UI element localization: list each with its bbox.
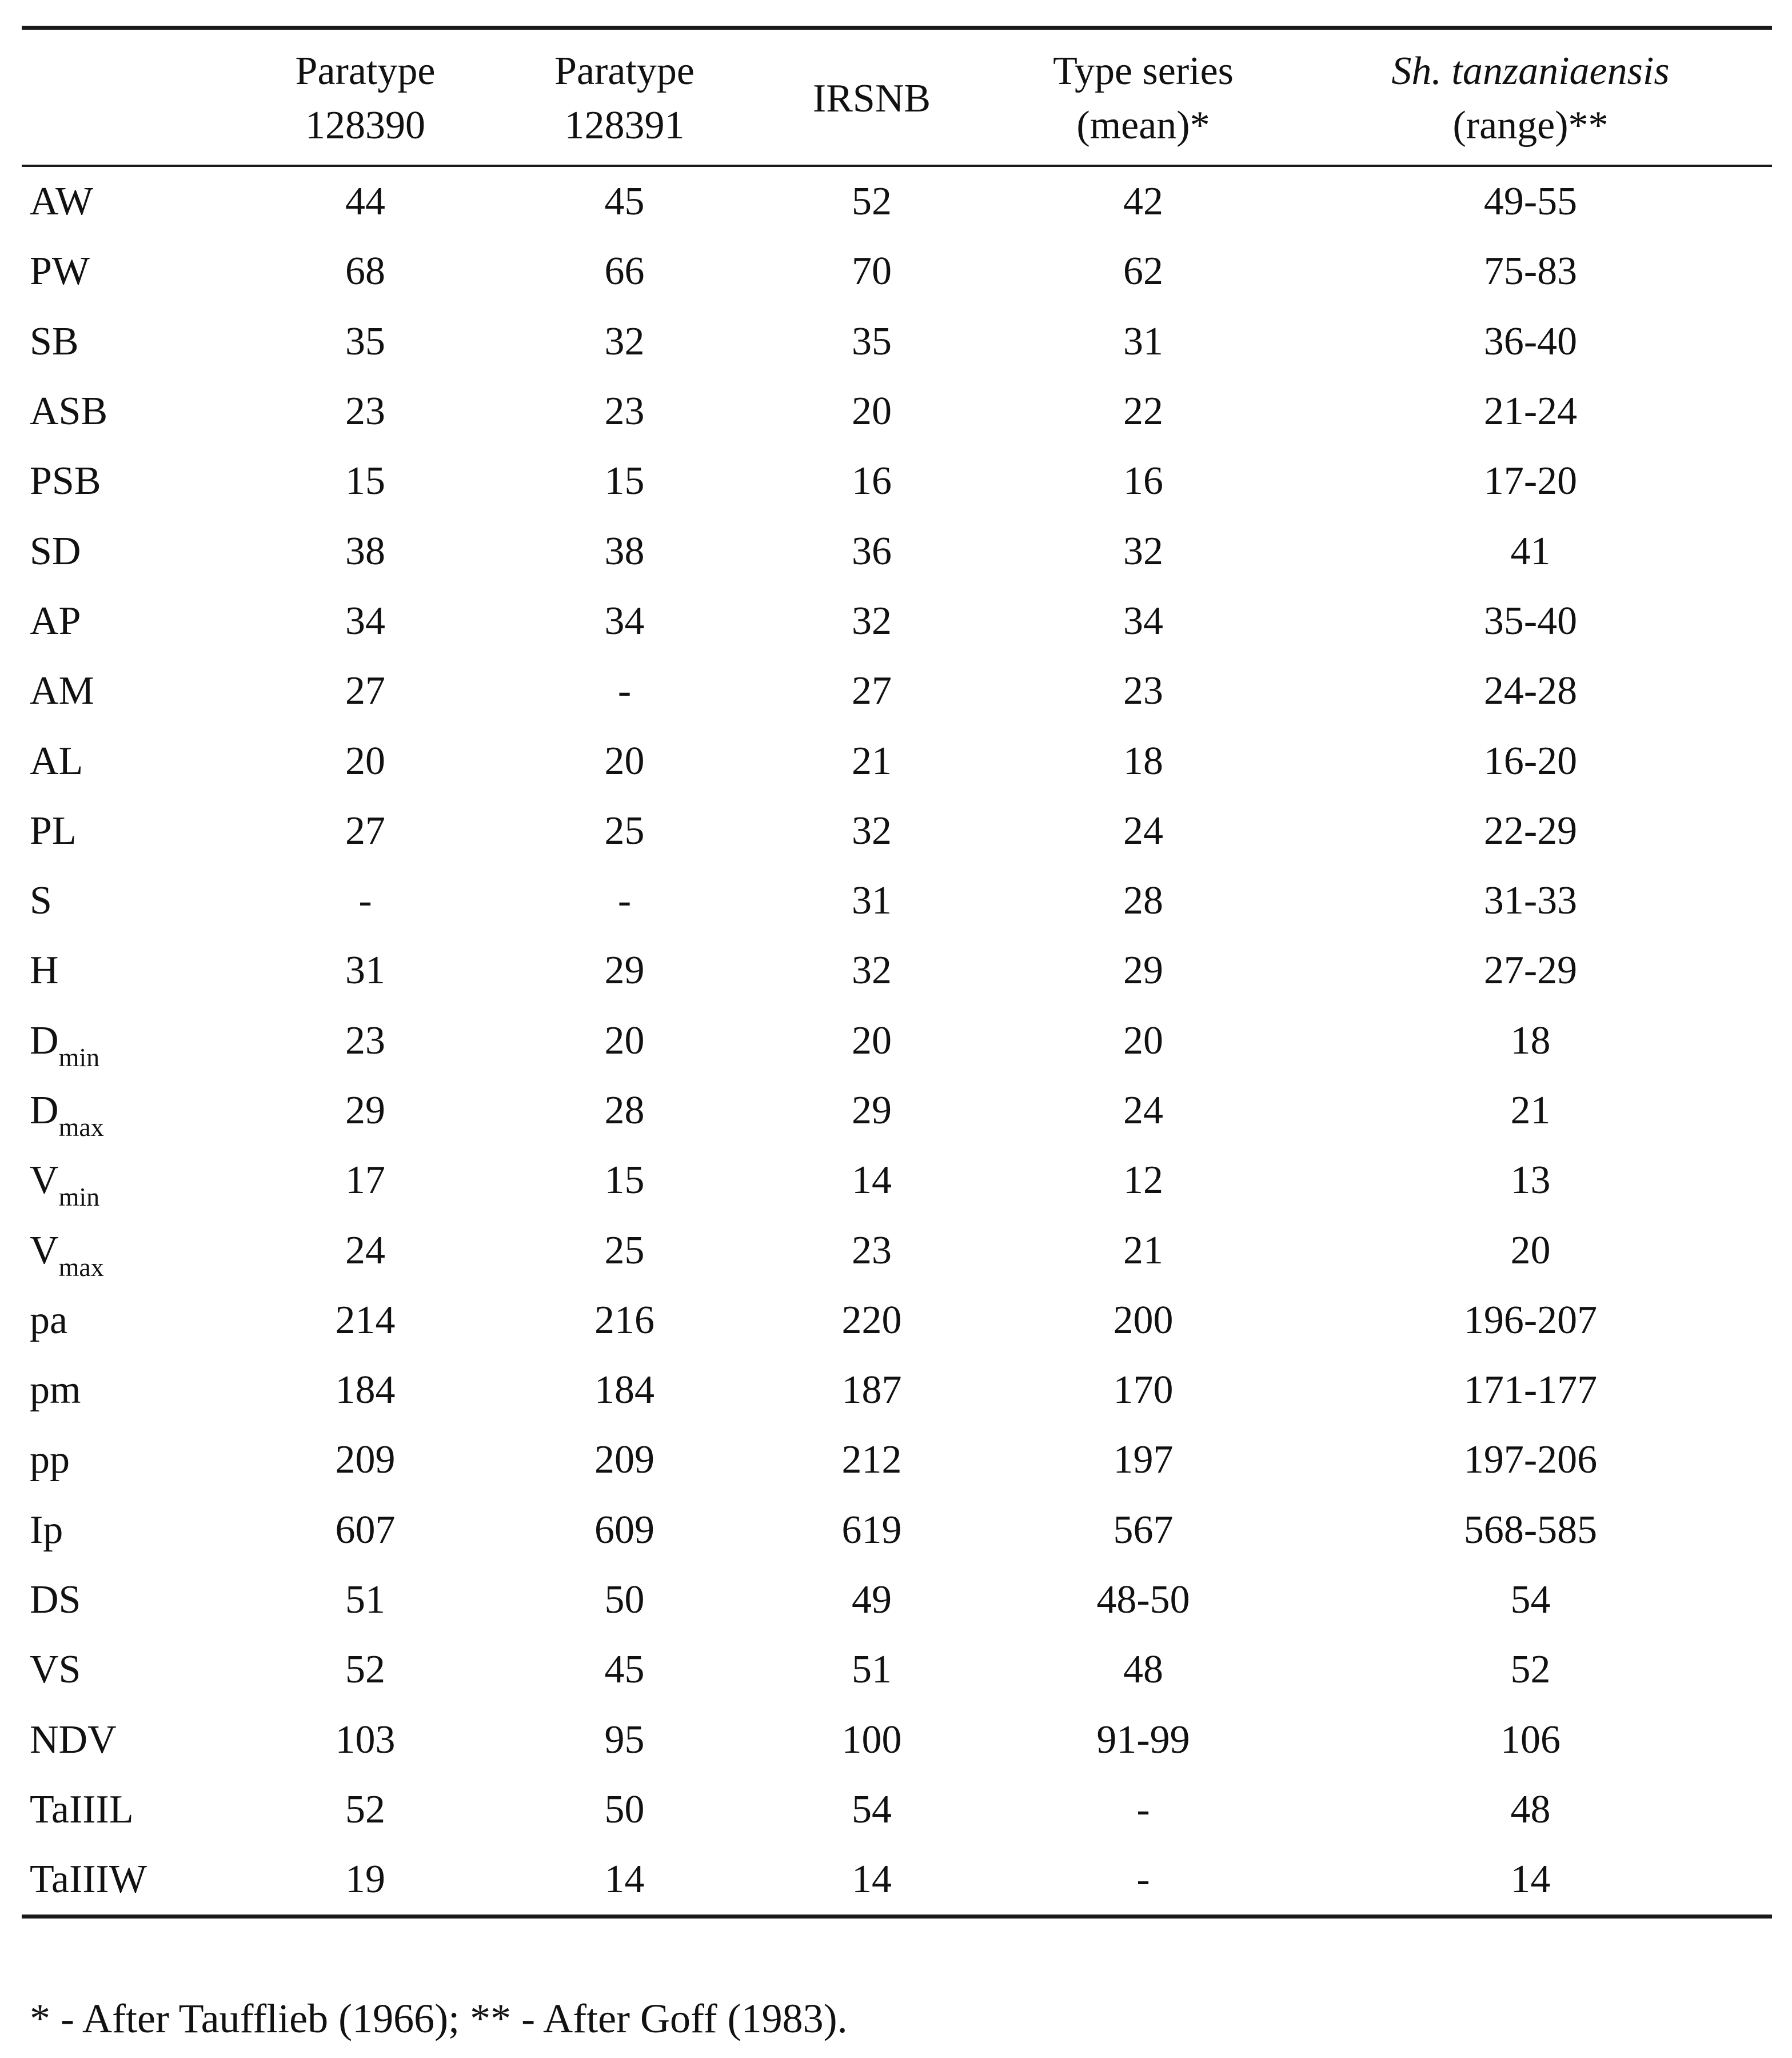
- table-cell: 52: [1510, 1648, 1551, 1692]
- table-cell: -: [617, 669, 632, 713]
- table-cell: 609: [594, 1507, 654, 1552]
- table-cell: 27-29: [1483, 948, 1578, 993]
- table-cell: 32: [604, 319, 645, 364]
- row-label-text: S: [30, 879, 52, 923]
- row-label-text: AL: [30, 739, 83, 783]
- table-cell: 29: [852, 1088, 892, 1132]
- table-cell: 24: [345, 1228, 385, 1273]
- table-cell: 184: [594, 1368, 654, 1413]
- table-cell: 35: [345, 319, 385, 364]
- table-cell: 70: [852, 249, 892, 294]
- header-line2: 128391: [564, 103, 685, 147]
- table-cell: 14: [1510, 1857, 1551, 1902]
- table-cell: 32: [1123, 529, 1163, 573]
- table-cell: 184: [335, 1368, 396, 1413]
- header-line1: IRSNB: [812, 76, 931, 121]
- table-row: [22, 1845, 1772, 1915]
- table-cell: 21-24: [1483, 389, 1578, 434]
- row-label-text: TaIIIW: [30, 1857, 147, 1902]
- table-cell: 23: [345, 389, 385, 434]
- header-line1: Paratype: [295, 49, 436, 93]
- table-cell: 27: [345, 669, 385, 713]
- table-cell: 32: [852, 948, 892, 993]
- table-cell: 14: [852, 1857, 892, 1902]
- table-cell: 31: [1123, 319, 1163, 364]
- table-cell: 15: [345, 459, 385, 504]
- table-cell: 49: [852, 1578, 892, 1622]
- table-cell: 25: [604, 808, 645, 853]
- table-row: [22, 1355, 1772, 1425]
- row-label: [22, 1228, 228, 1282]
- table-cell: -: [1136, 1857, 1150, 1902]
- row-label-text: TaIIIL: [30, 1787, 134, 1832]
- table-cell: 171-177: [1463, 1368, 1598, 1413]
- row-label-text: D: [30, 1018, 59, 1063]
- table-cell: 16: [852, 459, 892, 504]
- table-cell: 42: [1123, 180, 1163, 224]
- table-cell: 13: [1510, 1158, 1551, 1203]
- table-cell: 12: [1123, 1158, 1163, 1203]
- table-cell: 29: [604, 948, 645, 993]
- row-label-text: pm: [30, 1368, 81, 1413]
- table-row: [22, 866, 1772, 936]
- table-cell: 52: [852, 180, 892, 224]
- table-row: [22, 656, 1772, 726]
- header-row: [22, 30, 1772, 165]
- table-cell: 48: [1510, 1787, 1551, 1832]
- row-label: [22, 1440, 228, 1480]
- header-line2: 128390: [305, 103, 425, 147]
- table-cell: 103: [335, 1717, 396, 1762]
- table-row: [22, 796, 1772, 866]
- header-cell-irsnb: [746, 69, 997, 126]
- row-label-text: ASB: [30, 389, 108, 434]
- table-cell: 38: [604, 529, 645, 573]
- row-label: [22, 1018, 228, 1072]
- row-label: [22, 948, 228, 993]
- table-cell: 36-40: [1483, 319, 1578, 364]
- table-row: [22, 936, 1772, 1006]
- table-cell: 21: [1510, 1088, 1551, 1132]
- table-cell: 19: [345, 1857, 385, 1902]
- table-cell: 27: [345, 808, 385, 853]
- table-cell: 50: [604, 1578, 645, 1622]
- table-cell: 52: [345, 1648, 385, 1692]
- table-row: [22, 377, 1772, 446]
- table-cell: 14: [604, 1857, 645, 1902]
- table-cell: 20: [604, 739, 645, 783]
- row-label-text: H: [30, 948, 59, 993]
- table-cell: 54: [852, 1787, 892, 1832]
- table-cell: 25: [604, 1228, 645, 1273]
- row-label: [22, 1580, 228, 1620]
- table-cell: 66: [604, 249, 645, 294]
- table-row: [22, 1495, 1772, 1565]
- header-cell-paratype-128390: [228, 42, 503, 153]
- row-label-text: PSB: [30, 459, 101, 504]
- table-cell: 38: [345, 529, 385, 573]
- table-row: [22, 307, 1772, 377]
- table-cell: 209: [594, 1438, 654, 1482]
- row-label: [22, 1158, 228, 1212]
- table-cell: 100: [841, 1717, 902, 1762]
- table-row: [22, 1286, 1772, 1355]
- table-cell: 568-585: [1463, 1507, 1598, 1552]
- table-cell: 216: [594, 1298, 654, 1342]
- table-cell: 17: [345, 1158, 385, 1203]
- table-cell: 45: [604, 1648, 645, 1692]
- table-cell: 22: [1123, 389, 1163, 434]
- table-cell: 27: [852, 669, 892, 713]
- table-cell: 220: [841, 1298, 902, 1342]
- header-line1: Sh. tanzaniaensis: [1391, 49, 1670, 93]
- table-cell: 14: [852, 1158, 892, 1203]
- row-label-text: SD: [30, 529, 81, 573]
- table-cell: 23: [1123, 669, 1163, 713]
- row-label: [22, 459, 228, 504]
- row-label: [22, 1787, 228, 1832]
- table-cell: 31: [852, 879, 892, 923]
- header-cell-paratype-128391: [503, 42, 746, 153]
- header-cell-label: [22, 96, 228, 98]
- table-cell: 29: [345, 1088, 385, 1132]
- table-cell: 50: [604, 1787, 645, 1832]
- table-cell: 54: [1510, 1578, 1551, 1622]
- table-cell: 23: [852, 1228, 892, 1273]
- table-row: [22, 726, 1772, 796]
- table-row: [22, 1076, 1772, 1146]
- row-label-text: PW: [30, 249, 90, 294]
- table-cell: 52: [345, 1787, 385, 1832]
- table-row: [22, 1146, 1772, 1215]
- row-label: [22, 389, 228, 434]
- row-label-subscript: min: [58, 1182, 100, 1212]
- row-label-text: VS: [30, 1648, 81, 1692]
- table-row: [22, 1425, 1772, 1495]
- table-cell: 41: [1510, 529, 1551, 573]
- table-row: [22, 446, 1772, 516]
- table-cell: 48: [1123, 1648, 1163, 1692]
- table-cell: 23: [345, 1018, 385, 1063]
- table-cell: 51: [852, 1648, 892, 1692]
- table-cell: 95: [604, 1717, 645, 1762]
- row-label: [22, 1650, 228, 1690]
- table-cell: 196-207: [1463, 1298, 1598, 1342]
- row-label-text: NDV: [30, 1717, 117, 1762]
- row-label: [22, 601, 228, 641]
- table-row: [22, 237, 1772, 306]
- table-cell: 209: [335, 1438, 396, 1482]
- table-cell: 21: [852, 739, 892, 783]
- table-row: [22, 1565, 1772, 1635]
- table-cell: 29: [1123, 948, 1163, 993]
- table-row: [22, 167, 1772, 237]
- row-label-text: AP: [30, 599, 81, 643]
- table-row: [22, 1215, 1772, 1285]
- table-cell: 35: [852, 319, 892, 364]
- row-label: [22, 1857, 228, 1902]
- table-cell: 49-55: [1483, 180, 1578, 224]
- top-rule: [22, 26, 1772, 30]
- row-label: [22, 319, 228, 364]
- table-cell: 36: [852, 529, 892, 573]
- table-row: [22, 1006, 1772, 1076]
- table-cell: 23: [604, 389, 645, 434]
- table-cell: 28: [604, 1088, 645, 1132]
- table-cell: 20: [852, 389, 892, 434]
- row-label-text: V: [30, 1228, 59, 1273]
- table-cell: 32: [852, 808, 892, 853]
- bottom-rule: [22, 1915, 1772, 1919]
- table-cell: 45: [604, 180, 645, 224]
- table-cell: 200: [1113, 1298, 1174, 1342]
- row-label-subscript: min: [58, 1042, 100, 1072]
- header-line1: Paratype: [554, 49, 695, 93]
- row-label: [22, 182, 228, 222]
- row-label-text: pp: [30, 1438, 70, 1482]
- table-cell: 567: [1113, 1507, 1174, 1552]
- table-row: [22, 587, 1772, 656]
- table-cell: 35-40: [1483, 599, 1578, 643]
- header-line2: (range)**: [1452, 103, 1609, 147]
- table-cell: 20: [1123, 1018, 1163, 1063]
- row-label-subscript: max: [58, 1112, 104, 1142]
- row-label-text: pa: [30, 1298, 68, 1342]
- table-cell: 619: [841, 1507, 902, 1552]
- table-cell: 62: [1123, 249, 1163, 294]
- table-cell: 187: [841, 1368, 902, 1413]
- row-label-text: V: [30, 1158, 59, 1203]
- table-cell: 44: [345, 180, 385, 224]
- table-row: [22, 516, 1772, 586]
- row-label: [22, 1507, 228, 1552]
- table-cell: 16-20: [1483, 739, 1578, 783]
- row-label: [22, 1368, 228, 1413]
- table-cell: 32: [852, 599, 892, 643]
- table-cell: 31: [345, 948, 385, 993]
- table-cell: 18: [1510, 1018, 1551, 1063]
- table-row: [22, 1635, 1772, 1705]
- row-label: [22, 529, 228, 573]
- table-cell: 75-83: [1483, 249, 1578, 294]
- table-cell: 24-28: [1483, 669, 1578, 713]
- table-row: [22, 1705, 1772, 1775]
- row-label: [22, 1298, 228, 1342]
- table-cell: 21: [1123, 1228, 1163, 1273]
- table-body: [22, 167, 1772, 1915]
- table-cell: 170: [1113, 1368, 1174, 1413]
- table-cell: -: [358, 879, 372, 923]
- table-cell: 17-20: [1483, 459, 1578, 504]
- table-cell: 91-99: [1096, 1717, 1190, 1762]
- table-cell: 20: [852, 1018, 892, 1063]
- row-label-text: D: [30, 1088, 59, 1132]
- table-row: [22, 1775, 1772, 1845]
- footnote: * - After Taufflieb (1966); ** - After Goff (1983).: [30, 1996, 848, 2041]
- row-label: [22, 808, 228, 853]
- table-cell: 20: [604, 1018, 645, 1063]
- header-cell-type-series: [997, 42, 1289, 153]
- table-cell: 24: [1123, 1088, 1163, 1132]
- table-cell: -: [1136, 1787, 1150, 1832]
- table-cell: 197-206: [1463, 1438, 1598, 1482]
- header-line2: (mean)*: [1076, 103, 1210, 147]
- row-label: [22, 671, 228, 711]
- table-cell: 106: [1500, 1717, 1560, 1762]
- table-cell: 31-33: [1483, 879, 1578, 923]
- row-label: [22, 881, 228, 921]
- row-label: [22, 249, 228, 294]
- table-cell: 20: [345, 739, 385, 783]
- table-cell: 16: [1123, 459, 1163, 504]
- table-cell: 34: [345, 599, 385, 643]
- row-label: [22, 1717, 228, 1762]
- table-cell: -: [617, 879, 632, 923]
- table-cell: 24: [1123, 808, 1163, 853]
- table-cell: 20: [1510, 1228, 1551, 1273]
- table-cell: 22-29: [1483, 808, 1578, 853]
- row-label-text: SB: [30, 319, 79, 364]
- row-label-text: PL: [30, 808, 77, 853]
- table-cell: 212: [841, 1438, 902, 1482]
- table-cell: 15: [604, 1158, 645, 1203]
- row-label-subscript: max: [58, 1252, 104, 1282]
- table-cell: 214: [335, 1298, 396, 1342]
- table-cell: 34: [604, 599, 645, 643]
- table-cell: 68: [345, 249, 385, 294]
- table-cell: 48-50: [1096, 1578, 1190, 1622]
- row-label: [22, 741, 228, 781]
- table-cell: 18: [1123, 739, 1163, 783]
- row-label-text: AW: [30, 180, 94, 224]
- measurement-table: [22, 26, 1772, 1919]
- header-line1: Type series: [1053, 49, 1234, 93]
- header-cell-sh-tanzaniaensis: [1289, 42, 1772, 153]
- row-label-text: DS: [30, 1578, 81, 1622]
- table-cell: 607: [335, 1507, 396, 1552]
- table-cell: 28: [1123, 879, 1163, 923]
- table-cell: 197: [1113, 1438, 1174, 1482]
- table-cell: 51: [345, 1578, 385, 1622]
- table-cell: 15: [604, 459, 645, 504]
- row-label-text: Ip: [30, 1507, 63, 1552]
- table-cell: 34: [1123, 599, 1163, 643]
- row-label-text: AM: [30, 669, 94, 713]
- row-label: [22, 1088, 228, 1142]
